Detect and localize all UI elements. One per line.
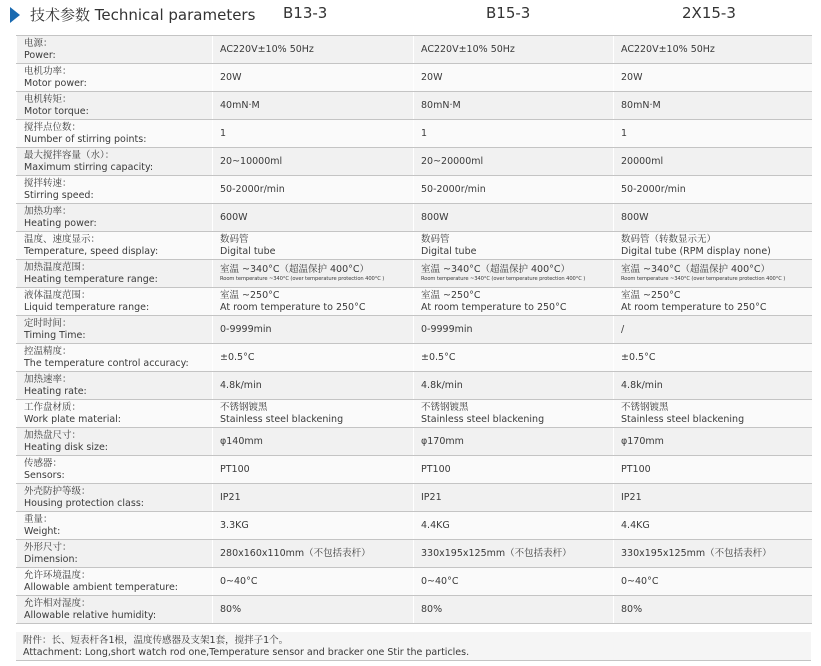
row-label-en: Weight: (24, 525, 61, 537)
model-name-3: 2X15-3 (682, 4, 736, 22)
table-cell (614, 204, 812, 232)
attachment-en: Attachment: Long,short watch rod one,Temperature sensor and bracker one Stir the particles. (23, 647, 470, 658)
table-cell (414, 316, 614, 344)
table-cell (614, 148, 812, 176)
table-cell (414, 204, 614, 232)
table-cell (614, 316, 812, 344)
row-label (17, 512, 213, 540)
table-row (17, 400, 812, 428)
table-cell (414, 484, 614, 512)
table-cell (414, 92, 614, 120)
table-row (17, 568, 812, 596)
row-label (17, 36, 213, 64)
table-cell (213, 260, 414, 288)
cell-text: 数码管 (421, 234, 450, 245)
cell-text: IP21 (621, 491, 642, 503)
row-label (17, 484, 213, 512)
cell-text: 不锈钢镀黑 (220, 402, 268, 413)
table-cell (614, 512, 812, 540)
table-row (17, 120, 812, 148)
row-label-cn: 工作盘材质： (24, 402, 82, 413)
row-label-cn: 传感器： (24, 458, 63, 469)
cell-text: 80mN·M (421, 99, 461, 111)
cell-text: 0-9999min (220, 323, 272, 335)
cell-text: 室温 ~340°C（超温保护 400°C） (621, 264, 771, 276)
row-label-cn: 电源： (24, 38, 53, 49)
cell-text: 1 (220, 127, 227, 139)
row-label-cn: 加热速率： (24, 374, 72, 385)
table-cell (213, 64, 414, 92)
row-label-en: Allowable ambient temperature: (24, 581, 178, 593)
cell-text: 4.8k/min (621, 379, 663, 391)
table-cell (414, 596, 614, 624)
table-row (17, 540, 812, 568)
cell-text: 20000ml (621, 155, 664, 167)
cell-text: ±0.5°C (220, 351, 255, 363)
cell-text: 0~40°C (421, 575, 459, 587)
table-cell (614, 428, 812, 456)
table-row (17, 92, 812, 120)
table-cell (213, 372, 414, 400)
row-label-cn: 电机转矩： (24, 94, 72, 105)
cell-text: 50-2000r/min (621, 183, 686, 195)
table-cell (614, 232, 812, 260)
row-label (17, 176, 213, 204)
cell-text: 数码管（转数显示无） (621, 234, 717, 245)
table-cell (414, 372, 614, 400)
table-cell (414, 120, 614, 148)
table-cell (213, 428, 414, 456)
cell-text: AC220V±10% 50Hz (421, 43, 515, 55)
row-label-en: Liquid temperature range: (24, 301, 150, 313)
table-cell (414, 36, 614, 64)
table-cell (414, 148, 614, 176)
table-cell (213, 456, 414, 484)
cell-text: Stainless steel blackening (220, 413, 344, 425)
row-label-en: Housing protection class: (24, 497, 144, 509)
row-label-cn: 液体温度范围： (24, 290, 91, 301)
table-cell (213, 512, 414, 540)
table-cell (614, 568, 812, 596)
cell-text: 室温 ~250°C (421, 290, 481, 301)
cell-text: PT100 (421, 463, 451, 475)
cell-text: 4.4KG (621, 519, 650, 531)
table-cell (614, 36, 812, 64)
row-label-cn: 加热功率： (24, 206, 72, 217)
row-label-cn: 允许环境温度： (24, 570, 91, 581)
table-cell (213, 400, 414, 428)
row-label (17, 260, 213, 288)
cell-text: 20~20000ml (421, 155, 484, 167)
table-row (17, 456, 812, 484)
row-label-en: Heating power: (24, 217, 97, 229)
table-cell (213, 344, 414, 372)
row-label (17, 428, 213, 456)
attachment-note (16, 632, 811, 661)
table-cell (213, 484, 414, 512)
row-label-cn: 加热盘尺寸： (24, 430, 82, 441)
row-label-en: Heating temperature range: (24, 273, 158, 285)
table-row (17, 204, 812, 232)
row-label-en: Heating disk size: (24, 441, 109, 453)
cell-text: 800W (621, 211, 649, 223)
cell-text: φ170mm (421, 435, 464, 447)
table-cell (614, 456, 812, 484)
table-cell (414, 456, 614, 484)
table-cell (414, 232, 614, 260)
cell-text: 室温 ~340°C（超温保护 400°C） (421, 264, 571, 276)
cell-text: 330x195x125mm（不包括表杆） (621, 547, 772, 559)
cell-text: Stainless steel blackening (421, 413, 545, 425)
cell-text: 4.4KG (421, 519, 450, 531)
cell-text: 4.8k/min (220, 379, 262, 391)
row-label (17, 372, 213, 400)
table-cell (414, 288, 614, 316)
table-row (17, 344, 812, 372)
table-cell (213, 596, 414, 624)
table-row (17, 484, 812, 512)
row-label (17, 316, 213, 344)
table-cell (213, 176, 414, 204)
cell-text: IP21 (421, 491, 442, 503)
table-cell (414, 400, 614, 428)
row-label (17, 232, 213, 260)
cell-text: 0~40°C (220, 575, 258, 587)
cell-text: 0~40°C (621, 575, 659, 587)
row-label-cn: 搅拌点位数： (24, 122, 82, 133)
table-cell (614, 484, 812, 512)
row-label-en: Temperature, speed display: (24, 245, 159, 257)
cell-text: PT100 (621, 463, 651, 475)
row-label-en: Maximum stirring capacity: (24, 161, 154, 173)
cell-text: 40mN·M (220, 99, 260, 111)
table-cell (213, 316, 414, 344)
row-label (17, 400, 213, 428)
row-label (17, 64, 213, 92)
row-label (17, 288, 213, 316)
table-cell (414, 344, 614, 372)
table-cell (414, 512, 614, 540)
cell-text: 280x160x110mm（不包括表杆） (220, 547, 371, 559)
table-row (17, 36, 812, 64)
row-label (17, 148, 213, 176)
cell-text: AC220V±10% 50Hz (220, 43, 314, 55)
cell-text: 800W (421, 211, 449, 223)
row-label-en: Sensors: (24, 469, 65, 481)
table-cell (614, 540, 812, 568)
table-cell (213, 568, 414, 596)
row-label-en: Heating rate: (24, 385, 87, 397)
row-label-en: Dimension: (24, 553, 78, 565)
cell-text: 20~10000ml (220, 155, 283, 167)
table-row (17, 288, 812, 316)
cell-text: IP21 (220, 491, 241, 503)
table-row (17, 512, 812, 540)
row-label (17, 540, 213, 568)
row-label-cn: 定时时间： (24, 318, 72, 329)
cell-text: 室温 ~250°C (220, 290, 280, 301)
cell-text: 20W (621, 71, 643, 83)
cell-text: / (621, 323, 625, 335)
row-label-en: Motor torque: (24, 105, 89, 117)
table-cell (213, 288, 414, 316)
table-cell (213, 36, 414, 64)
cell-text: Room temperature ~340°C (over temperature protection 400°C ) (220, 275, 385, 282)
table-cell (614, 92, 812, 120)
row-label-cn: 外形尺寸： (24, 542, 72, 553)
cell-text: AC220V±10% 50Hz (621, 43, 715, 55)
row-label (17, 344, 213, 372)
cell-text: Digital tube (421, 245, 477, 257)
row-label-cn: 控温精度： (24, 346, 72, 357)
row-label (17, 568, 213, 596)
table-row (17, 428, 812, 456)
page-title: 技术参数 Technical parameters (30, 6, 256, 24)
cell-text: 4.8k/min (421, 379, 463, 391)
row-label-en: Timing Time: (24, 329, 86, 341)
row-label-cn: 加热温度范围： (24, 262, 91, 273)
cell-text: Stainless steel blackening (621, 413, 745, 425)
row-label (17, 120, 213, 148)
spec-table (16, 35, 812, 624)
model-name-2: B15-3 (486, 4, 531, 22)
table-cell (614, 260, 812, 288)
cell-text: At room temperature to 250°C (621, 301, 767, 313)
table-row (17, 316, 812, 344)
table-cell (414, 568, 614, 596)
row-label-en: Work plate material: (24, 413, 122, 425)
cell-text: 20W (421, 71, 443, 83)
row-label-en: Number of stirring points: (24, 133, 147, 145)
cell-text: 600W (220, 211, 248, 223)
table-row (17, 596, 812, 624)
table-cell (614, 120, 812, 148)
cell-text: At room temperature to 250°C (220, 301, 366, 313)
cell-text: Digital tube (220, 245, 276, 257)
row-label-cn: 允许相对湿度： (24, 598, 91, 609)
table-cell (414, 260, 614, 288)
cell-text: 1 (621, 127, 628, 139)
cell-text: φ140mm (220, 435, 263, 447)
row-label-cn: 温度、速度显示： (24, 234, 101, 245)
table-row (17, 64, 812, 92)
table-cell (414, 540, 614, 568)
row-label-en: Stirring speed: (24, 189, 94, 201)
row-label-cn: 外壳防护等级： (24, 486, 91, 497)
table-cell (213, 204, 414, 232)
row-label-cn: 搅拌转速： (24, 178, 72, 189)
triangle-bullet-icon (10, 7, 20, 23)
row-label-en: Power: (24, 49, 56, 61)
cell-text: Room temperature ~340°C (over temperature protection 400°C ) (421, 275, 586, 282)
table-cell (414, 64, 614, 92)
cell-text: 50-2000r/min (220, 183, 285, 195)
cell-text: Room temperature ~340°C (over temperature protection 400°C ) (621, 275, 786, 282)
cell-text: φ170mm (621, 435, 664, 447)
table-cell (614, 400, 812, 428)
row-label-cn: 电机功率： (24, 66, 72, 77)
row-label (17, 204, 213, 232)
cell-text: 80% (621, 603, 643, 615)
cell-text: At room temperature to 250°C (421, 301, 567, 313)
cell-text: 20W (220, 71, 242, 83)
row-label (17, 456, 213, 484)
table-row (17, 232, 812, 260)
cell-text: 数码管 (220, 234, 249, 245)
row-label-cn: 最大搅拌容量（水）： (24, 150, 115, 161)
table-row (17, 260, 812, 288)
cell-text: 室温 ~340°C（超温保护 400°C） (220, 264, 370, 276)
table-cell (614, 64, 812, 92)
cell-text: 不锈钢镀黑 (421, 402, 469, 413)
cell-text: ±0.5°C (421, 351, 456, 363)
cell-text: 330x195x125mm（不包括表杆） (421, 547, 572, 559)
cell-text: 1 (421, 127, 428, 139)
section-header (0, 0, 821, 34)
cell-text: 80% (421, 603, 443, 615)
table-cell (213, 540, 414, 568)
table-cell (213, 120, 414, 148)
row-label-en: Motor power: (24, 77, 87, 89)
table-cell (614, 288, 812, 316)
model-name-1: B13-3 (283, 4, 328, 22)
row-label (17, 596, 213, 624)
table-cell (614, 176, 812, 204)
table-cell (414, 176, 614, 204)
cell-text: PT100 (220, 463, 250, 475)
cell-text: Digital tube (RPM display none) (621, 245, 771, 257)
attachment-cn: 附件：长、短表杆各1根，温度传感器及支架1套，搅拌子1个。 (23, 635, 289, 646)
cell-text: 3.3KG (220, 519, 249, 531)
table-cell (614, 372, 812, 400)
table-cell (414, 428, 614, 456)
row-label-cn: 重量： (24, 514, 53, 525)
table-row (17, 148, 812, 176)
cell-text: 不锈钢镀黑 (621, 402, 669, 413)
cell-text: 80% (220, 603, 242, 615)
table-cell (614, 344, 812, 372)
table-row (17, 372, 812, 400)
table-cell (213, 148, 414, 176)
row-label-en: The temperature control accuracy: (24, 357, 189, 369)
table-cell (213, 92, 414, 120)
row-label (17, 92, 213, 120)
cell-text: 室温 ~250°C (621, 290, 681, 301)
cell-text: 50-2000r/min (421, 183, 486, 195)
cell-text: ±0.5°C (621, 351, 656, 363)
cell-text: 0-9999min (421, 323, 473, 335)
cell-text: 80mN·M (621, 99, 661, 111)
row-label-en: Allowable relative humidity: (24, 609, 157, 621)
table-row (17, 176, 812, 204)
table-cell (213, 232, 414, 260)
table-cell (614, 596, 812, 624)
